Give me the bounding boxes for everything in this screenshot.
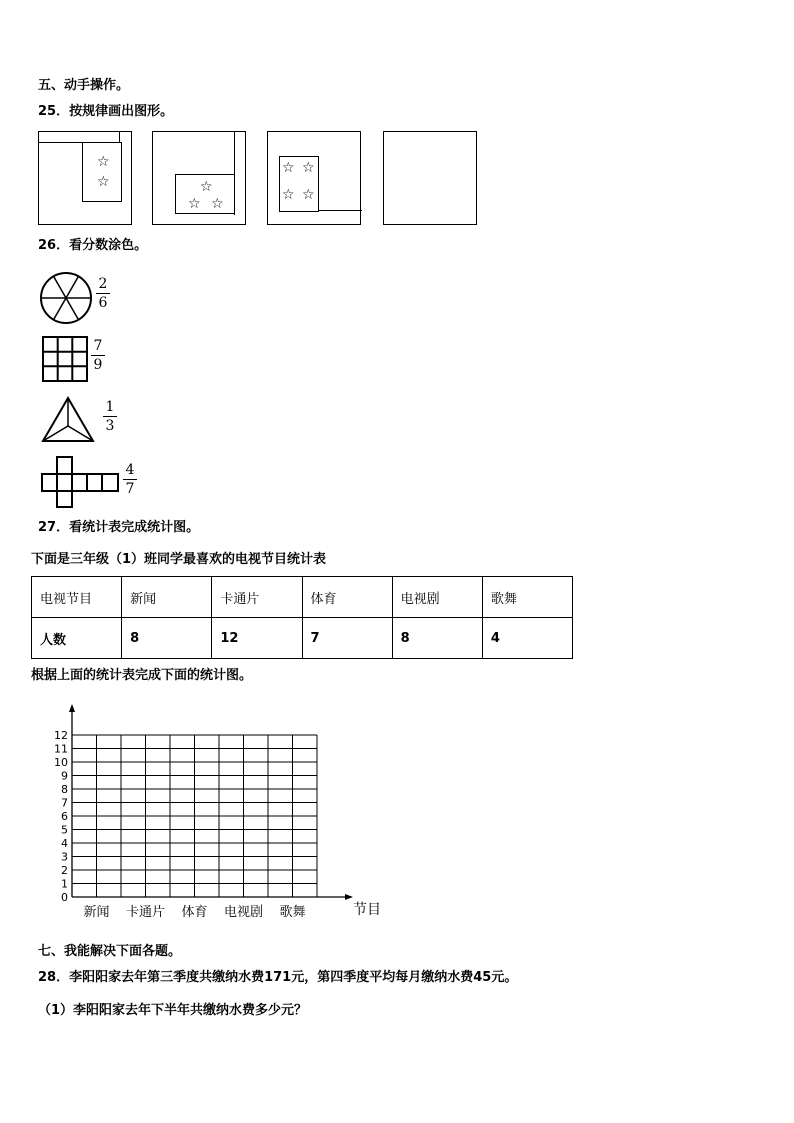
- fraction-numerator: 4: [125, 462, 135, 478]
- star-icon: ☆: [302, 187, 315, 203]
- y-tick-label: 8: [61, 783, 68, 796]
- y-tick-label: 4: [61, 837, 68, 850]
- question-28-sub1: （1）李阳阳家去年下半年共缴纳水费多少元？: [38, 1003, 308, 1018]
- star-icon: ☆: [97, 174, 110, 190]
- grid-9-parts[interactable]: [42, 336, 88, 382]
- fraction-denominator: 9: [93, 357, 103, 373]
- section-heading: 五、动手操作。: [38, 78, 130, 93]
- table-cell: 新闻: [122, 577, 212, 618]
- x-category-label: 新闻: [83, 905, 110, 920]
- bar-chart-grid[interactable]: [30, 700, 390, 930]
- triangle-3-parts[interactable]: [40, 396, 96, 444]
- x-axis-arrow-icon: [345, 894, 353, 900]
- y-tick-label: 12: [54, 729, 68, 742]
- y-tick-label: 0: [61, 891, 68, 904]
- y-tick-label: 5: [61, 823, 68, 837]
- star-icon: ☆: [282, 160, 295, 176]
- y-tick-label: 6: [61, 810, 68, 823]
- fraction-2-6: [96, 276, 110, 311]
- cross-net-7-parts[interactable]: [41, 456, 121, 508]
- table-cell: 歌舞: [482, 577, 572, 618]
- x-category-label: 卡通片: [125, 905, 166, 920]
- y-tick-label: 11: [54, 742, 68, 756]
- x-category-label: 电视剧: [223, 905, 264, 920]
- y-tick-label: 1: [61, 877, 68, 891]
- chart-prompt: 根据上面的统计表完成下面的统计图。: [31, 668, 253, 683]
- table-cell: 8: [392, 618, 482, 659]
- fraction-denominator: 7: [125, 481, 135, 497]
- y-tick-label: 9: [61, 769, 68, 783]
- question-25-prompt: 25．按规律画出图形。: [38, 104, 174, 119]
- pattern-box-2: [152, 131, 246, 225]
- section-heading: 七、我能解决下面各题。: [38, 944, 182, 959]
- fraction-4-7: [123, 462, 137, 497]
- star-icon: ☆: [188, 196, 201, 212]
- table-row: [32, 618, 573, 659]
- tv-program-table: [31, 576, 573, 659]
- fraction-7-9: [91, 338, 105, 373]
- table-cell: 12: [212, 618, 302, 659]
- star-icon: ☆: [302, 160, 315, 176]
- star-icon: ☆: [282, 187, 295, 203]
- star-icon: ☆: [200, 179, 213, 195]
- table-cell: 卡通片: [212, 577, 302, 618]
- x-axis-title: 节目: [353, 902, 381, 918]
- table-cell: 电视节目: [32, 577, 122, 618]
- table-cell: 4: [482, 618, 572, 659]
- table-cell: 人数: [32, 618, 122, 659]
- question-26-prompt: 26．看分数涂色。: [38, 238, 148, 253]
- question-27-prompt: 27．看统计表完成统计图。: [38, 520, 200, 535]
- table-header-row: [32, 577, 573, 618]
- star-panel: [82, 142, 122, 202]
- table-cell: 7: [302, 618, 392, 659]
- fraction-1-3: [103, 399, 117, 434]
- fraction-numerator: 2: [98, 276, 108, 292]
- y-tick-label: 3: [61, 850, 68, 864]
- y-axis-arrow-icon: [69, 704, 75, 712]
- table-cell: 体育: [302, 577, 392, 618]
- y-tick-label: 10: [54, 756, 68, 769]
- circle-6-parts[interactable]: [38, 270, 94, 326]
- star-icon: ☆: [97, 154, 110, 170]
- table-cell: 电视剧: [392, 577, 482, 618]
- fraction-denominator: 3: [105, 418, 115, 434]
- x-category-label: 体育: [181, 905, 208, 920]
- pattern-box-3: [267, 131, 361, 225]
- question-28-prompt: 28．李阳阳家去年第三季度共缴纳水费171元，第四季度平均每月缴纳水费45元。: [38, 970, 518, 985]
- pattern-box-1: [38, 131, 132, 225]
- star-icon: ☆: [211, 196, 224, 212]
- x-category-label: 歌舞: [279, 905, 306, 920]
- fraction-numerator: 1: [105, 399, 115, 415]
- fraction-numerator: 7: [93, 338, 103, 354]
- pattern-box-answer[interactable]: [383, 131, 477, 225]
- fraction-denominator: 6: [98, 295, 108, 311]
- table-cell: 8: [122, 618, 212, 659]
- y-tick-label: 7: [61, 796, 68, 810]
- y-tick-label: 2: [61, 864, 68, 877]
- table-caption: 下面是三年级（1）班同学最喜欢的电视节目统计表: [31, 552, 327, 567]
